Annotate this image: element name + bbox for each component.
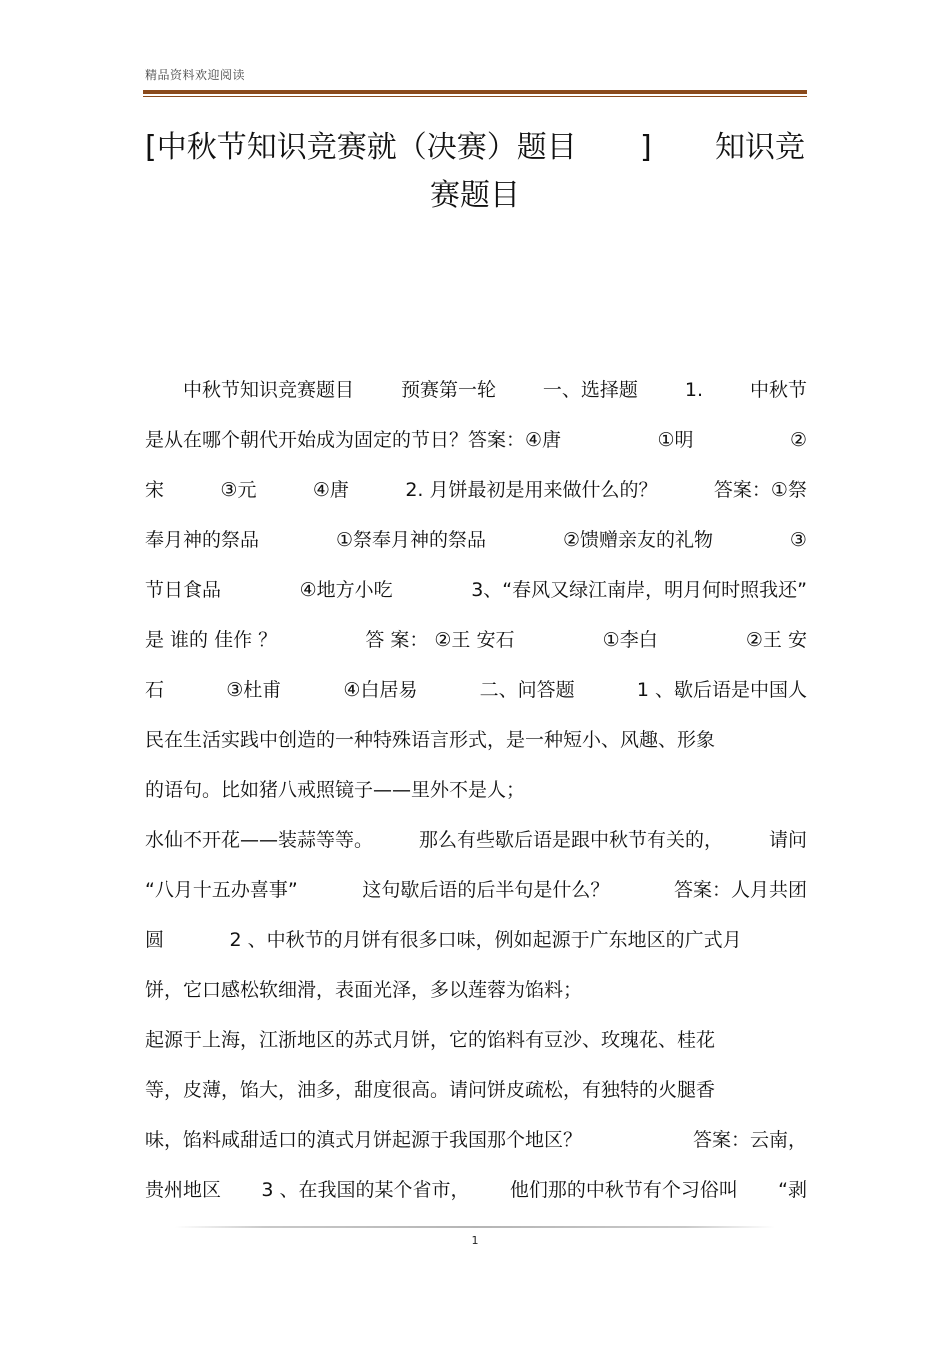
text-segment: 1 、歇后语是中国人 bbox=[636, 679, 807, 701]
text-line bbox=[145, 415, 807, 465]
text-line bbox=[145, 865, 807, 915]
text-line bbox=[145, 1015, 807, 1065]
text-segment: ③ bbox=[789, 529, 807, 551]
title-line-1 bbox=[145, 124, 805, 172]
footer-rule bbox=[175, 1226, 775, 1228]
text-segment: 1. bbox=[684, 379, 703, 401]
header-rule bbox=[143, 90, 807, 94]
text-segment: 二、问答题 bbox=[479, 679, 575, 701]
text-segment: 中秋节 bbox=[749, 379, 807, 401]
text-line bbox=[145, 665, 807, 715]
title-part-bracket: ] bbox=[640, 130, 652, 165]
title-part-main: [中秋节知识竞赛就（决赛）题目 bbox=[145, 130, 577, 165]
text-segment: 味，馅料咸甜适口的滇式月饼起源于我国那个地区？ bbox=[145, 1129, 583, 1151]
text-segment: 那么有些歇后语是跟中秋节有关的， bbox=[418, 829, 723, 851]
text-segment: ④地方小吃 bbox=[299, 579, 393, 601]
title-line-2: 赛题目 bbox=[430, 178, 520, 213]
text-segment: 预赛第一轮 bbox=[400, 379, 496, 401]
text-segment: 的语句。比如猪八戒照镜子——里外不是人； bbox=[145, 779, 526, 801]
text-line bbox=[145, 815, 807, 865]
text-segment: 一、选择题 bbox=[542, 379, 638, 401]
text-line bbox=[145, 365, 807, 415]
text-segment: ③元 bbox=[220, 479, 257, 501]
text-segment: ①祭奉月神的祭品 bbox=[335, 529, 486, 551]
text-segment: ④唐 bbox=[312, 479, 349, 501]
text-segment: ④白居易 bbox=[343, 679, 418, 701]
text-segment: 答 案： ②王 安石 bbox=[365, 629, 515, 651]
text-segment: 这句歇后语的后半句是什么？ bbox=[362, 879, 610, 901]
text-segment: 水仙不开花——装蒜等等。 bbox=[145, 829, 374, 851]
body-text bbox=[145, 365, 807, 1215]
text-segment: 答案：云南， bbox=[692, 1129, 807, 1151]
text-line bbox=[145, 765, 807, 815]
text-line bbox=[145, 465, 807, 515]
text-segment: ①李白 bbox=[602, 629, 658, 651]
text-segment: 是从在哪个朝代开始成为固定的节日？答案：④唐 bbox=[145, 429, 562, 451]
text-segment: “剥 bbox=[778, 1179, 807, 1201]
text-line bbox=[145, 515, 807, 565]
text-line bbox=[145, 565, 807, 615]
text-segment: 贵州地区 bbox=[145, 1179, 222, 1201]
text-segment: 答案：①祭 bbox=[713, 479, 807, 501]
title-part-tail: 知识竞 bbox=[715, 130, 805, 165]
page-header: 精品资料欢迎阅读 bbox=[145, 68, 246, 82]
text-segment: ② bbox=[789, 429, 807, 451]
text-segment: 3 、在我国的某个省市， bbox=[261, 1179, 470, 1201]
text-line bbox=[145, 1165, 807, 1215]
text-segment: 民在生活实践中创造的一种特殊语言形式，是一种短小、风趣、形象 bbox=[145, 729, 716, 751]
text-line bbox=[145, 1065, 807, 1115]
header-rule-thin bbox=[143, 96, 807, 97]
text-line bbox=[145, 715, 807, 765]
text-segment: ①明 bbox=[657, 429, 694, 451]
text-segment: 他们那的中秋节有个习俗叫 bbox=[509, 1179, 738, 1201]
text-segment: 答案：人月共团 bbox=[673, 879, 807, 901]
text-line bbox=[145, 1115, 807, 1165]
page-number: 1 bbox=[471, 1234, 479, 1247]
text-segment: ②馈赠亲友的礼物 bbox=[562, 529, 713, 551]
text-line bbox=[145, 615, 807, 665]
text-segment: 中秋节知识竞赛题目 bbox=[145, 379, 355, 401]
text-segment: 石 bbox=[145, 679, 165, 701]
text-line bbox=[145, 915, 807, 965]
text-segment: 宋 bbox=[145, 479, 165, 501]
text-segment: ②王 安 bbox=[745, 629, 807, 651]
document-title bbox=[145, 124, 805, 220]
text-line bbox=[145, 965, 807, 1015]
text-segment: ③杜甫 bbox=[226, 679, 282, 701]
text-segment: 起源于上海，江浙地区的苏式月饼，它的馅料有豆沙、玫瑰花、桂花 bbox=[145, 1029, 716, 1051]
text-segment: 2 、中秋节的月饼有很多口味，例如起源于广东地区的广式月 bbox=[229, 929, 742, 951]
text-segment: 奉月神的祭品 bbox=[145, 529, 260, 551]
text-segment: 等，皮薄，馅大，油多，甜度很高。请问饼皮疏松，有独特的火腿香 bbox=[145, 1079, 716, 1101]
text-segment: 3、“春风又绿江南岸，明月何时照我还” bbox=[471, 579, 807, 601]
text-segment: 节日食品 bbox=[145, 579, 222, 601]
text-segment: 2. 月饼最初是用来做什么的？ bbox=[405, 479, 658, 501]
text-segment: 圆 bbox=[145, 929, 165, 951]
text-segment: 是 谁的 佳作 ？ bbox=[145, 629, 278, 651]
text-segment: 请问 bbox=[768, 829, 807, 851]
text-segment: 饼，它口感松软细滑，表面光泽，多以莲蓉为馅料； bbox=[145, 979, 583, 1001]
text-segment: “八月十五办喜事” bbox=[145, 879, 298, 901]
